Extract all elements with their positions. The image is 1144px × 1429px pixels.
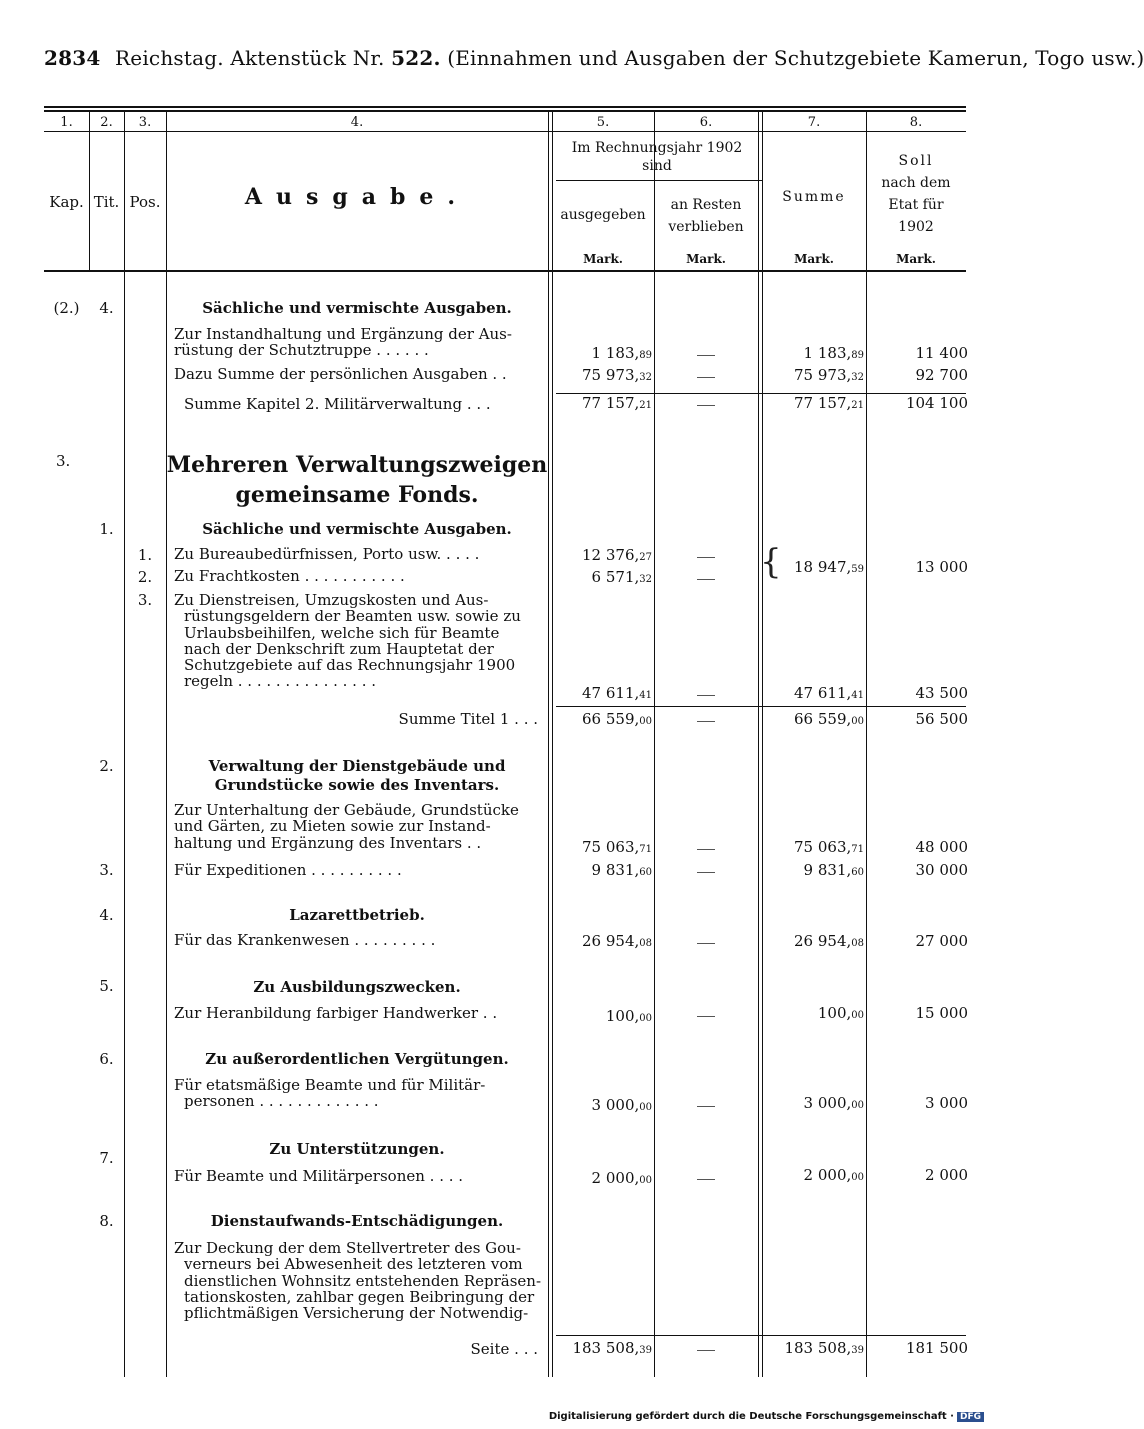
- amount-int: 2 000,: [803, 1166, 852, 1184]
- unit-mark-7: Mark.: [794, 252, 834, 266]
- resten-header-line1: an Resten: [670, 197, 742, 213]
- amount-dec: 89: [639, 350, 652, 361]
- amount-ausgegeben: [552, 394, 652, 415]
- tit-header: Tit.: [93, 193, 120, 211]
- row-line: personen . . . . . . . . . . . . .: [184, 1092, 379, 1111]
- empty-dash: [697, 355, 715, 356]
- amount-int: 75 063,: [794, 838, 852, 856]
- amount-int: 9 831,: [803, 861, 852, 879]
- amount-int: 6 571,: [591, 568, 640, 586]
- page-sum-label: Seite . . .: [470, 1340, 538, 1358]
- section-heading-line1: Verwaltung der Dienstgebäude und: [208, 757, 506, 775]
- amount-int: 66 559,: [794, 710, 852, 728]
- row-line: dienstlichen Wohnsitz entstehenden Repräsen-: [184, 1271, 542, 1290]
- section-heading: Sächliche und vermischte Ausgaben.: [202, 520, 512, 538]
- tit-label: 6.: [99, 1050, 114, 1068]
- chapter-heading-line1: Mehreren Verwaltungszweigen: [166, 452, 548, 478]
- amount-dec: 21: [639, 400, 652, 411]
- amount-dec: 39: [639, 1345, 652, 1356]
- row-line: Zur Instandhaltung und Ergänzung der Aus-: [174, 325, 512, 343]
- amount-soll: 56 500: [915, 710, 968, 728]
- pos-label: 2.: [137, 568, 153, 586]
- footer-text: Digitalisierung gefördert durch die Deutsche Forschungsgemeinschaft ·: [548, 1411, 954, 1422]
- amount-ausgegeben: [552, 1339, 652, 1360]
- amount-int: 75 973,: [582, 366, 640, 384]
- amount-dec: 00: [851, 1010, 864, 1021]
- rule-year-header: [556, 180, 762, 181]
- brace-icon: {: [760, 542, 782, 582]
- amount-dec: 32: [639, 372, 652, 383]
- amount-soll: 11 400: [915, 344, 968, 362]
- empty-dash: [697, 377, 715, 378]
- amount-soll: 181 500: [905, 1339, 968, 1357]
- ausgabe-header: Ausgabe.: [244, 184, 470, 210]
- amount-int: 1 183,: [591, 344, 640, 362]
- amount-dec: 00: [639, 716, 652, 727]
- col-number-5: 5.: [596, 115, 610, 130]
- col-number-7: 7.: [807, 115, 821, 130]
- unit-mark-8: Mark.: [896, 252, 936, 266]
- empty-dash: [697, 849, 715, 850]
- col-number-4: 4.: [350, 115, 364, 130]
- amount-dec: 00: [639, 1175, 652, 1186]
- amount-int: 100,: [817, 1004, 852, 1022]
- col-line-1: [89, 112, 90, 270]
- rule-top-2: [44, 110, 966, 112]
- pos-label: 1.: [137, 546, 153, 564]
- col-number-3: 3.: [138, 115, 152, 130]
- amount-dec: 71: [851, 844, 864, 855]
- row-description: [174, 802, 538, 851]
- year-header-line2: sind: [642, 158, 672, 174]
- row-line: Schutzgebiete auf das Rechnungsjahr 1900: [184, 656, 516, 675]
- rule-sum-titel1: [556, 706, 966, 707]
- row-line: nach der Denkschrift zum Hauptetat der: [184, 639, 494, 658]
- empty-dash: [697, 1350, 715, 1351]
- header-subtitle: (Einnahmen und Ausgaben der Schutzgebiete Kamerun, Togo usw.): [447, 46, 1144, 70]
- amount-ausgegeben: [552, 838, 652, 859]
- amount-summe: [762, 1004, 864, 1025]
- tit-label: 3.: [99, 861, 114, 879]
- amount-summe: [762, 684, 864, 705]
- soll-header-line4: 1902: [898, 219, 934, 235]
- col-line-6a: [758, 112, 759, 1377]
- amount-ausgegeben: [552, 710, 652, 731]
- page-number: 2834: [44, 46, 101, 70]
- header-title: Reichstag. Aktenstück Nr.: [115, 46, 385, 70]
- tit-label: 1.: [99, 520, 114, 538]
- amount-int: 75 973,: [794, 366, 852, 384]
- section-heading: Zu Unterstützungen.: [269, 1140, 445, 1158]
- row-description: [174, 568, 538, 584]
- tit-label: 5.: [99, 977, 114, 995]
- section-heading: Lazarettbetrieb.: [289, 906, 425, 924]
- amount-soll: 30 000: [915, 861, 968, 879]
- empty-dash: [697, 695, 715, 696]
- row-line: verneurs bei Abwesenheit des letzteren vom: [184, 1255, 523, 1274]
- amount-int: 2 000,: [591, 1169, 640, 1187]
- amount-int: 26 954,: [794, 932, 852, 950]
- digitization-footer: [549, 1411, 984, 1422]
- amount-ausgegeben: [552, 684, 652, 705]
- amount-dec: 00: [851, 1100, 864, 1111]
- row-line: Dazu Summe der persönlichen Ausgaben . .: [174, 365, 507, 383]
- amount-summe: [762, 861, 864, 882]
- amount-dec: 60: [851, 867, 864, 878]
- amount-dec: 71: [639, 844, 652, 855]
- sum-label: Summe Titel 1 . . .: [398, 710, 538, 728]
- empty-dash: [697, 405, 715, 406]
- col-line-2: [124, 112, 125, 1377]
- amount-ausgegeben: [552, 1169, 652, 1190]
- row-description: [174, 862, 538, 878]
- amount-dec: 21: [851, 400, 864, 411]
- amount-ausgegeben: [552, 546, 652, 567]
- page-header: [44, 46, 1144, 70]
- amount-summe: [762, 1339, 864, 1360]
- unit-mark-6: Mark.: [686, 252, 726, 266]
- amount-dec: 59: [851, 564, 864, 575]
- tit-label: 4.: [99, 299, 114, 317]
- empty-dash: [697, 872, 715, 873]
- row-line: und Gärten, zu Mieten sowie zur Instand-: [174, 817, 491, 836]
- section-heading-line2: Grundstücke sowie des Inventars.: [214, 776, 500, 794]
- amount-summe: [762, 366, 864, 387]
- tit-label: 7.: [99, 1149, 114, 1167]
- doc-number: 522.: [391, 46, 441, 70]
- amount-int: 77 157,: [794, 394, 852, 412]
- unit-mark-5: Mark.: [583, 252, 623, 266]
- row-description: [174, 1005, 538, 1021]
- amount-soll: 27 000: [915, 932, 968, 950]
- col-number-2: 2.: [100, 115, 113, 130]
- amount-soll: 104 100: [905, 394, 968, 412]
- amount-dec: 00: [639, 1102, 652, 1113]
- amount-ausgegeben: [552, 1096, 652, 1117]
- amount-soll: 15 000: [915, 1004, 968, 1022]
- col-number-1: 1.: [60, 115, 73, 130]
- row-description: [174, 932, 538, 948]
- empty-dash: [697, 579, 715, 580]
- soll-header-line1: Soll: [898, 153, 934, 169]
- amount-soll: 43 500: [915, 684, 968, 702]
- empty-dash: [697, 1016, 715, 1017]
- pos-label: 3.: [137, 591, 153, 609]
- amount-dec: 41: [639, 690, 652, 701]
- row-line: Zur Unterhaltung der Gebäude, Grundstücke: [174, 801, 519, 819]
- col-line-5: [654, 112, 655, 1377]
- section-heading: Dienstaufwands-Entschädigungen.: [210, 1212, 504, 1230]
- row-description: [174, 366, 538, 382]
- soll-header-line2: nach dem: [881, 175, 951, 191]
- empty-dash: [697, 721, 715, 722]
- amount-int: 66 559,: [582, 710, 640, 728]
- rule-header-bottom: [44, 270, 966, 272]
- row-line: Zur Heranbildung farbiger Handwerker . .: [174, 1004, 498, 1022]
- row-line: Zur Deckung der dem Stellvertreter des Gou-: [174, 1239, 521, 1257]
- row-description: [174, 592, 538, 690]
- amount-int: 3 000,: [591, 1096, 640, 1114]
- row-description: [174, 326, 538, 359]
- col-number-8: 8.: [909, 115, 923, 130]
- amount-int: 100,: [605, 1007, 640, 1025]
- soll-header-line3: Etat für: [888, 197, 944, 213]
- amount-summe: [762, 1166, 864, 1187]
- amount-int: 77 157,: [582, 394, 640, 412]
- row-line: Urlaubsbeihilfen, welche sich für Beamte: [184, 623, 500, 642]
- amount-int: 1 183,: [803, 344, 852, 362]
- amount-int: 47 611,: [794, 684, 852, 702]
- amount-int: 9 831,: [591, 861, 640, 879]
- chapter-heading-line2: gemeinsame Fonds.: [235, 482, 479, 508]
- row-line: haltung und Ergänzung des Inventars . .: [174, 833, 482, 852]
- row-description: [174, 546, 538, 562]
- amount-dec: 08: [851, 938, 864, 949]
- amount-int: 18 947,: [794, 558, 852, 576]
- rule-top-1: [44, 106, 966, 108]
- row-line: regeln . . . . . . . . . . . . . . .: [184, 672, 377, 691]
- row-description: [174, 1168, 538, 1184]
- amount-dec: 27: [639, 552, 652, 563]
- kap-label: (2.): [53, 299, 80, 317]
- kap-label: 3.: [56, 452, 71, 470]
- amount-int: 47 611,: [582, 684, 640, 702]
- amount-int: 26 954,: [582, 932, 640, 950]
- pos-header: Pos.: [129, 193, 161, 211]
- amount-ausgegeben: [552, 861, 652, 882]
- amount-dec: 00: [639, 1013, 652, 1024]
- row-line: Zu Dienstreisen, Umzugskosten und Aus-: [174, 591, 489, 609]
- amount-ausgegeben: [552, 932, 652, 953]
- year-header-line1: Im Rechnungsjahr 1902: [571, 140, 743, 156]
- row-line: Zu Frachtkosten . . . . . . . . . . .: [174, 567, 405, 585]
- row-line: Summe Kapitel 2. Militärverwaltung . . .: [184, 395, 491, 413]
- row-line: tationskosten, zahlbar gegen Beibringung der: [184, 1287, 535, 1306]
- amount-soll: 3 000: [925, 1094, 968, 1112]
- row-description: [174, 1077, 538, 1110]
- amount-summe: [762, 394, 864, 415]
- col-line-4a: [548, 112, 549, 1377]
- ausgegeben-header: ausgegeben: [560, 207, 646, 223]
- section-heading: Zu Ausbildungszwecken.: [253, 978, 461, 996]
- amount-int: 75 063,: [582, 838, 640, 856]
- row-description: [174, 396, 538, 412]
- row-line: Für Expeditionen . . . . . . . . . .: [174, 861, 402, 879]
- amount-ausgegeben: [552, 366, 652, 387]
- col-number-6: 6.: [699, 115, 713, 130]
- amount-dec: 08: [639, 938, 652, 949]
- amount-dec: 60: [639, 867, 652, 878]
- row-description: [174, 1239, 542, 1323]
- row-line: Für Beamte und Militärpersonen . . . .: [174, 1167, 464, 1185]
- amount-summe: [762, 932, 864, 953]
- kap-header: Kap.: [49, 193, 84, 211]
- amount-ausgegeben: [552, 1007, 652, 1028]
- amount-dec: 89: [851, 350, 864, 361]
- empty-dash: [697, 943, 715, 944]
- amount-summe: [762, 1094, 864, 1115]
- amount-dec: 32: [851, 372, 864, 383]
- row-line: pflichtmäßigen Versicherung der Notwendig-: [184, 1304, 529, 1323]
- tit-label: 2.: [99, 757, 114, 775]
- col-line-7: [866, 112, 867, 1377]
- amount-soll: 2 000: [925, 1166, 968, 1184]
- amount-dec: 39: [851, 1345, 864, 1356]
- amount-ausgegeben: [552, 344, 652, 365]
- tit-label: 8.: [99, 1212, 114, 1230]
- amount-summe: [762, 710, 864, 731]
- amount-summe: [762, 558, 864, 579]
- section-heading: Sächliche und vermischte Ausgaben.: [202, 299, 512, 317]
- row-line: Für das Krankenwesen . . . . . . . . .: [174, 931, 436, 949]
- amount-dec: 00: [851, 716, 864, 727]
- amount-dec: 32: [639, 574, 652, 585]
- rule-sum-seite: [556, 1335, 966, 1336]
- row-line: Für etatsmäßige Beamte und für Militär-: [174, 1076, 486, 1094]
- amount-dec: 00: [851, 1172, 864, 1183]
- amount-soll: 48 000: [915, 838, 968, 856]
- summe-header: Summe: [782, 189, 846, 205]
- amount-soll: 13 000: [915, 558, 968, 576]
- amount-int: 12 376,: [582, 546, 640, 564]
- empty-dash: [697, 1106, 715, 1107]
- amount-int: 183 508,: [572, 1339, 640, 1357]
- amount-summe: [762, 838, 864, 859]
- row-line: rüstungsgeldern der Beamten usw. sowie zu: [184, 607, 521, 626]
- tit-label: 4.: [99, 906, 114, 924]
- amount-int: 3 000,: [803, 1094, 852, 1112]
- row-line: Zu Bureaubedürfnissen, Porto usw. . . . .: [174, 545, 480, 563]
- row-line: rüstung der Schutztruppe . . . . . .: [174, 341, 429, 360]
- resten-header-line2: verblieben: [668, 219, 744, 235]
- amount-ausgegeben: [552, 568, 652, 589]
- dfg-logo: DFG: [957, 1412, 984, 1422]
- amount-soll: 92 700: [915, 366, 968, 384]
- empty-dash: [697, 557, 715, 558]
- col-line-6b: [762, 112, 763, 1377]
- section-heading: Zu außerordentlichen Vergütungen.: [205, 1050, 509, 1068]
- amount-int: 183 508,: [784, 1339, 852, 1357]
- empty-dash: [697, 1179, 715, 1180]
- amount-dec: 41: [851, 690, 864, 701]
- amount-summe: [762, 344, 864, 365]
